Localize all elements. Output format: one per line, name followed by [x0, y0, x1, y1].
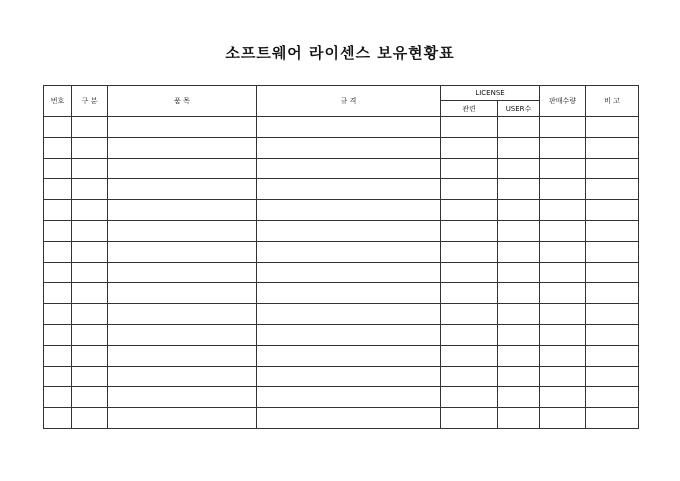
- cell-no[interactable]: [44, 200, 72, 221]
- cell-no[interactable]: [44, 324, 72, 345]
- cell-remarks[interactable]: [586, 283, 639, 304]
- cell-category[interactable]: [72, 345, 108, 366]
- cell-license-users[interactable]: [498, 158, 540, 179]
- cell-item[interactable]: [108, 241, 257, 262]
- cell-no[interactable]: [44, 366, 72, 387]
- cell-spec[interactable]: [257, 179, 441, 200]
- cell-spec[interactable]: [257, 304, 441, 325]
- cell-no[interactable]: [44, 262, 72, 283]
- cell-sales-qty[interactable]: [540, 200, 586, 221]
- cell-remarks[interactable]: [586, 366, 639, 387]
- cell-item[interactable]: [108, 220, 257, 241]
- cell-license-related[interactable]: [441, 366, 498, 387]
- cell-license-users[interactable]: [498, 220, 540, 241]
- header-license-users: USER수: [498, 101, 540, 117]
- cell-license-related[interactable]: [441, 137, 498, 158]
- cell-category[interactable]: [72, 158, 108, 179]
- cell-sales-qty[interactable]: [540, 366, 586, 387]
- header-remarks: 비 고: [586, 86, 639, 117]
- cell-license-users[interactable]: [498, 387, 540, 408]
- table-row: [44, 137, 639, 158]
- cell-license-related[interactable]: [441, 283, 498, 304]
- cell-license-related[interactable]: [441, 117, 498, 138]
- cell-remarks[interactable]: [586, 117, 639, 138]
- cell-category[interactable]: [72, 408, 108, 429]
- cell-no[interactable]: [44, 117, 72, 138]
- header-sales-qty: 판매수량: [540, 86, 586, 117]
- cell-item[interactable]: [108, 200, 257, 221]
- cell-no[interactable]: [44, 345, 72, 366]
- cell-item[interactable]: [108, 179, 257, 200]
- cell-category[interactable]: [72, 283, 108, 304]
- cell-spec[interactable]: [257, 262, 441, 283]
- cell-no[interactable]: [44, 408, 72, 429]
- header-category: 구 분: [72, 86, 108, 117]
- cell-category[interactable]: [72, 366, 108, 387]
- cell-no[interactable]: [44, 241, 72, 262]
- cell-no[interactable]: [44, 179, 72, 200]
- cell-sales-qty[interactable]: [540, 408, 586, 429]
- cell-license-users[interactable]: [498, 283, 540, 304]
- table-row: [44, 283, 639, 304]
- header-item: 품 목: [108, 86, 257, 117]
- cell-license-users[interactable]: [498, 241, 540, 262]
- license-table: [43, 85, 639, 429]
- cell-category[interactable]: [72, 387, 108, 408]
- cell-remarks[interactable]: [586, 220, 639, 241]
- cell-sales-qty[interactable]: [540, 117, 586, 138]
- cell-license-users[interactable]: [498, 304, 540, 325]
- cell-license-users[interactable]: [498, 366, 540, 387]
- cell-item[interactable]: [108, 304, 257, 325]
- cell-license-users[interactable]: [498, 345, 540, 366]
- cell-no[interactable]: [44, 137, 72, 158]
- cell-item[interactable]: [108, 345, 257, 366]
- cell-license-users[interactable]: [498, 117, 540, 138]
- cell-category[interactable]: [72, 304, 108, 325]
- cell-spec[interactable]: [257, 117, 441, 138]
- cell-category[interactable]: [72, 262, 108, 283]
- cell-license-related[interactable]: [441, 241, 498, 262]
- cell-remarks[interactable]: [586, 324, 639, 345]
- cell-no[interactable]: [44, 283, 72, 304]
- cell-category[interactable]: [72, 220, 108, 241]
- table-row: [44, 408, 639, 429]
- cell-license-users[interactable]: [498, 324, 540, 345]
- cell-spec[interactable]: [257, 283, 441, 304]
- cell-license-users[interactable]: [498, 408, 540, 429]
- table-row: [44, 387, 639, 408]
- cell-sales-qty[interactable]: [540, 304, 586, 325]
- cell-item[interactable]: [108, 408, 257, 429]
- cell-item[interactable]: [108, 137, 257, 158]
- cell-license-related[interactable]: [441, 408, 498, 429]
- cell-license-related[interactable]: [441, 345, 498, 366]
- cell-spec[interactable]: [257, 408, 441, 429]
- cell-spec[interactable]: [257, 200, 441, 221]
- cell-item[interactable]: [108, 366, 257, 387]
- table-row: [44, 324, 639, 345]
- cell-sales-qty[interactable]: [540, 179, 586, 200]
- table-body: [44, 117, 639, 429]
- cell-sales-qty[interactable]: [540, 241, 586, 262]
- cell-item[interactable]: [108, 387, 257, 408]
- table-row: [44, 117, 639, 138]
- cell-license-related[interactable]: [441, 158, 498, 179]
- cell-sales-qty[interactable]: [540, 283, 586, 304]
- cell-license-users[interactable]: [498, 179, 540, 200]
- cell-license-related[interactable]: [441, 304, 498, 325]
- table-row: [44, 179, 639, 200]
- cell-license-users[interactable]: [498, 137, 540, 158]
- cell-no[interactable]: [44, 387, 72, 408]
- cell-remarks[interactable]: [586, 200, 639, 221]
- cell-spec[interactable]: [257, 387, 441, 408]
- cell-item[interactable]: [108, 324, 257, 345]
- cell-item[interactable]: [108, 262, 257, 283]
- table-row: [44, 200, 639, 221]
- cell-category[interactable]: [72, 137, 108, 158]
- cell-item[interactable]: [108, 283, 257, 304]
- cell-remarks[interactable]: [586, 241, 639, 262]
- cell-sales-qty[interactable]: [540, 220, 586, 241]
- cell-sales-qty[interactable]: [540, 262, 586, 283]
- cell-category[interactable]: [72, 241, 108, 262]
- header-license-related: 관련: [441, 101, 498, 117]
- cell-license-users[interactable]: [498, 262, 540, 283]
- cell-remarks[interactable]: [586, 262, 639, 283]
- table-row: [44, 345, 639, 366]
- cell-category[interactable]: [72, 117, 108, 138]
- cell-sales-qty[interactable]: [540, 345, 586, 366]
- cell-remarks[interactable]: [586, 137, 639, 158]
- cell-remarks[interactable]: [586, 158, 639, 179]
- cell-category[interactable]: [72, 200, 108, 221]
- cell-sales-qty[interactable]: [540, 324, 586, 345]
- header-license: LICENSE: [441, 86, 540, 101]
- cell-spec[interactable]: [257, 137, 441, 158]
- cell-category[interactable]: [72, 179, 108, 200]
- page-title: 소프트웨어 라이센스 보유현황표: [225, 44, 455, 62]
- cell-remarks[interactable]: [586, 179, 639, 200]
- cell-license-related[interactable]: [441, 220, 498, 241]
- cell-spec[interactable]: [257, 158, 441, 179]
- cell-no[interactable]: [44, 158, 72, 179]
- cell-spec[interactable]: [257, 366, 441, 387]
- cell-remarks[interactable]: [586, 345, 639, 366]
- cell-license-related[interactable]: [441, 387, 498, 408]
- cell-item[interactable]: [108, 117, 257, 138]
- header-spec: 규 격: [257, 86, 441, 117]
- cell-sales-qty[interactable]: [540, 137, 586, 158]
- cell-license-related[interactable]: [441, 179, 498, 200]
- table-row: [44, 241, 639, 262]
- table-row: [44, 304, 639, 325]
- cell-item[interactable]: [108, 158, 257, 179]
- cell-spec[interactable]: [257, 345, 441, 366]
- table-row: [44, 262, 639, 283]
- cell-remarks[interactable]: [586, 408, 639, 429]
- cell-no[interactable]: [44, 304, 72, 325]
- cell-spec[interactable]: [257, 220, 441, 241]
- cell-license-related[interactable]: [441, 200, 498, 221]
- table-row: [44, 220, 639, 241]
- header-no: 번호: [44, 86, 72, 117]
- cell-sales-qty[interactable]: [540, 387, 586, 408]
- cell-spec[interactable]: [257, 324, 441, 345]
- cell-remarks[interactable]: [586, 304, 639, 325]
- cell-license-related[interactable]: [441, 324, 498, 345]
- table-row: [44, 158, 639, 179]
- cell-license-users[interactable]: [498, 200, 540, 221]
- table-row: [44, 366, 639, 387]
- cell-category[interactable]: [72, 324, 108, 345]
- cell-remarks[interactable]: [586, 387, 639, 408]
- cell-license-related[interactable]: [441, 262, 498, 283]
- cell-no[interactable]: [44, 220, 72, 241]
- cell-sales-qty[interactable]: [540, 158, 586, 179]
- cell-spec[interactable]: [257, 241, 441, 262]
